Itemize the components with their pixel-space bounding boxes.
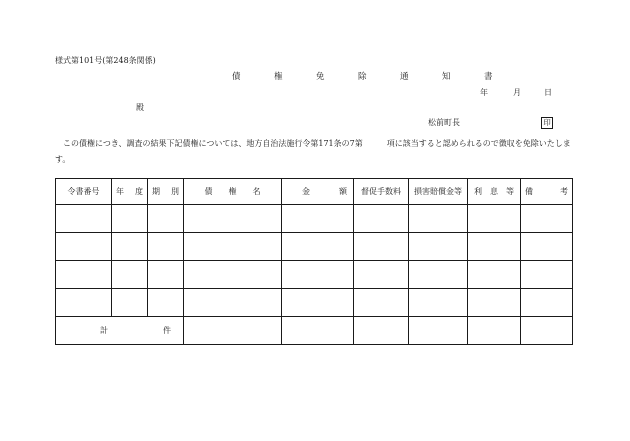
table-cell <box>112 289 148 317</box>
total-label: 計 <box>100 326 108 335</box>
table-cell <box>354 233 409 261</box>
table-cell <box>56 289 112 317</box>
col-header-label-right: 額 <box>339 187 347 196</box>
addressee-suffix: 殿 <box>136 103 144 112</box>
total-count-cell <box>56 317 184 345</box>
table-cell <box>468 317 521 345</box>
table-cell <box>354 289 409 317</box>
col-header-label-right: 考 <box>560 187 568 196</box>
date-day-label: 日 <box>544 88 552 97</box>
table-cell <box>409 233 468 261</box>
table-cell <box>354 205 409 233</box>
col-header-label-left: 金 <box>302 187 310 196</box>
table-cell <box>56 233 112 261</box>
col-header-fiscal-year <box>112 179 148 205</box>
col-header-interest <box>468 179 521 205</box>
col-header-label-left: 備 <box>525 187 533 196</box>
table-cell <box>112 205 148 233</box>
form-number: 様式第101号(第248条関係) <box>55 56 156 65</box>
col-header-label-left: 期 <box>152 187 160 196</box>
write-off-table <box>55 178 573 345</box>
table-row <box>56 233 573 261</box>
table-cell <box>112 233 148 261</box>
col-header-label: 令書番号 <box>67 187 100 196</box>
date-month-label: 月 <box>513 88 521 97</box>
table-cell <box>184 261 282 289</box>
table-cell <box>409 289 468 317</box>
col-header-order-number <box>56 179 112 205</box>
col-header-label-right: 度 <box>135 187 143 196</box>
issuer-name: 松前町長 <box>428 118 460 127</box>
col-header-amount <box>282 179 354 205</box>
table-cell <box>409 317 468 345</box>
table-cell <box>184 317 282 345</box>
date-year-label: 年 <box>480 88 488 97</box>
table-cell <box>521 233 573 261</box>
table-cell <box>184 233 282 261</box>
document-title: 債 権 免 除 通 知 書 <box>232 72 506 82</box>
table-cell <box>282 289 354 317</box>
table-cell <box>282 233 354 261</box>
col-header-label-right: 別 <box>171 187 179 196</box>
table-cell <box>282 317 354 345</box>
col-header-reminder-fee <box>354 179 409 205</box>
col-header-label-left: 年 <box>116 187 124 196</box>
table-cell <box>112 261 148 289</box>
table-row <box>56 261 573 289</box>
table-cell <box>468 289 521 317</box>
table-cell <box>148 289 184 317</box>
table-cell <box>282 261 354 289</box>
table-cell <box>184 205 282 233</box>
col-header-label: 督促手数料 <box>361 187 401 196</box>
col-header-label: 利 息 等 <box>474 187 514 196</box>
table-cell <box>409 261 468 289</box>
table-cell <box>56 205 112 233</box>
table-cell <box>409 205 468 233</box>
table-cell <box>184 289 282 317</box>
table-cell <box>468 233 521 261</box>
body-text: この債権につき、調査の結果下記債権については、地方自治法施行令第171条の7第 項に該当すると認められるので徴収を免除いたします。 <box>55 139 571 164</box>
seal-mark: 印 <box>541 117 553 129</box>
table-cell <box>282 205 354 233</box>
table-cell <box>354 317 409 345</box>
table-row <box>56 205 573 233</box>
table-row <box>56 289 573 317</box>
col-header-period <box>148 179 184 205</box>
table-cell <box>148 205 184 233</box>
table-cell <box>521 317 573 345</box>
table-cell <box>521 205 573 233</box>
table-cell <box>468 261 521 289</box>
col-header-label: 損害賠償金等 <box>414 187 462 196</box>
count-label: 件 <box>163 326 171 335</box>
table-cell <box>148 261 184 289</box>
table-cell <box>354 261 409 289</box>
table-total-row <box>56 317 573 345</box>
table-cell <box>468 205 521 233</box>
table-cell <box>521 289 573 317</box>
col-header-label: 債 権 名 <box>204 187 261 196</box>
table-header-row <box>56 179 573 205</box>
col-header-claim-name <box>184 179 282 205</box>
table-cell <box>148 233 184 261</box>
table-cell <box>521 261 573 289</box>
col-header-damages <box>409 179 468 205</box>
table-cell <box>56 261 112 289</box>
col-header-remarks <box>521 179 573 205</box>
